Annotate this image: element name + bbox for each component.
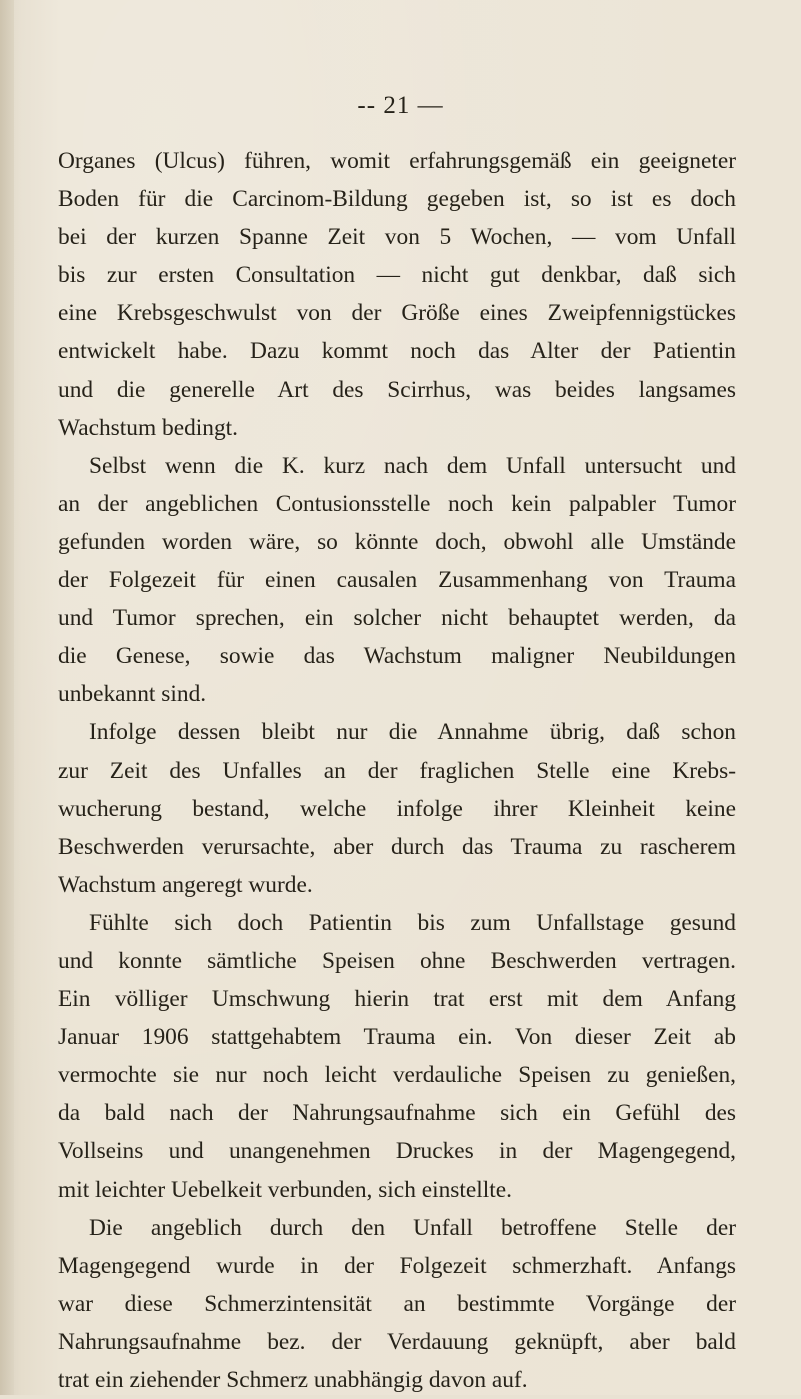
text-line: unbekannt sind.	[58, 681, 207, 708]
text-line: gefunden worden wäre, so könnte doch, obwohl alle Umstände	[58, 528, 736, 555]
text-line: da bald nach der Nahrungsaufnahme sich ein Gefühl des	[58, 1100, 736, 1127]
body-text	[58, 142, 736, 1399]
text-line: Boden für die Carcinom-Bildung gegeben ist, so ist es doch	[58, 186, 736, 213]
text-line: trat ein ziehender Schmerz unabhängig davon auf.	[58, 1367, 528, 1393]
page-binding-edge	[0, 0, 14, 1395]
text-line: Wachstum angeregt wurde.	[58, 871, 313, 898]
text-line: Die angeblich durch den Unfall betroffene Stelle der	[89, 1214, 736, 1241]
text-line: Infolge dessen bleibt nur die Annahme übrig, daß schon	[89, 719, 736, 746]
text-line: Vollseins und unangenehmen Druckes in der Magengegend,	[58, 1138, 736, 1165]
text-line: Organes (Ulcus) führen, womit erfahrungsgemäß ein geeigneter	[58, 148, 736, 174]
text-line: bei der kurzen Spanne Zeit von 5 Wochen, — vom Unfall	[58, 224, 736, 251]
text-line: Magengegend wurde in der Folgezeit schmerzhaft. Anfangs	[58, 1252, 736, 1279]
text-line: Ein völliger Umschwung hierin trat erst mit dem Anfang	[58, 986, 736, 1013]
text-line: Selbst wenn die K. kurz nach dem Unfall untersucht und	[89, 452, 736, 479]
text-line: eine Krebsgeschwulst von der Größe eines Zweipfennigstückes	[58, 300, 736, 327]
text-line: war diese Schmerzintensität an bestimmte Vorgänge der	[58, 1290, 736, 1317]
page-number-header: -- 21 —	[357, 92, 444, 119]
text-line: entwickelt habe. Dazu kommt noch das Alter der Patientin	[58, 338, 736, 365]
text-line: Wachstum bedingt.	[58, 414, 239, 441]
text-line: wucherung bestand, welche infolge ihrer Kleinheit keine	[58, 795, 736, 822]
text-line: zur Zeit des Unfalles an der fraglichen Stelle eine Krebs-	[58, 757, 736, 784]
text-line: die Genese, sowie das Wachstum maligner Neubildungen	[58, 643, 736, 670]
text-line: Nahrungsaufnahme bez. der Verdauung geknüpft, aber bald	[58, 1328, 736, 1355]
text-line: und Tumor sprechen, ein solcher nicht behauptet werden, da	[58, 605, 736, 632]
text-line: Beschwerden verursachte, aber durch das Trauma zu rascherem	[58, 833, 736, 860]
text-line: bis zur ersten Consultation — nicht gut denkbar, daß sich	[58, 262, 736, 289]
text-line: der Folgezeit für einen causalen Zusammenhang von Trauma	[58, 567, 736, 594]
text-line: mit leichter Uebelkeit verbunden, sich einstellte.	[58, 1176, 513, 1203]
text-line: Januar 1906 stattgehabtem Trauma ein. Von dieser Zeit ab	[58, 1024, 736, 1051]
text-line: an der angeblichen Contusionsstelle noch kein palpabler Tumor	[58, 490, 736, 517]
text-line: vermochte sie nur noch leicht verdauliche Speisen zu genießen,	[58, 1062, 736, 1089]
text-line: und die generelle Art des Scirrhus, was beides langsames	[58, 376, 736, 403]
text-line: Fühlte sich doch Patientin bis zum Unfallstage gesund	[89, 909, 736, 936]
text-line: und konnte sämtliche Speisen ohne Beschwerden vertragen.	[58, 947, 736, 974]
